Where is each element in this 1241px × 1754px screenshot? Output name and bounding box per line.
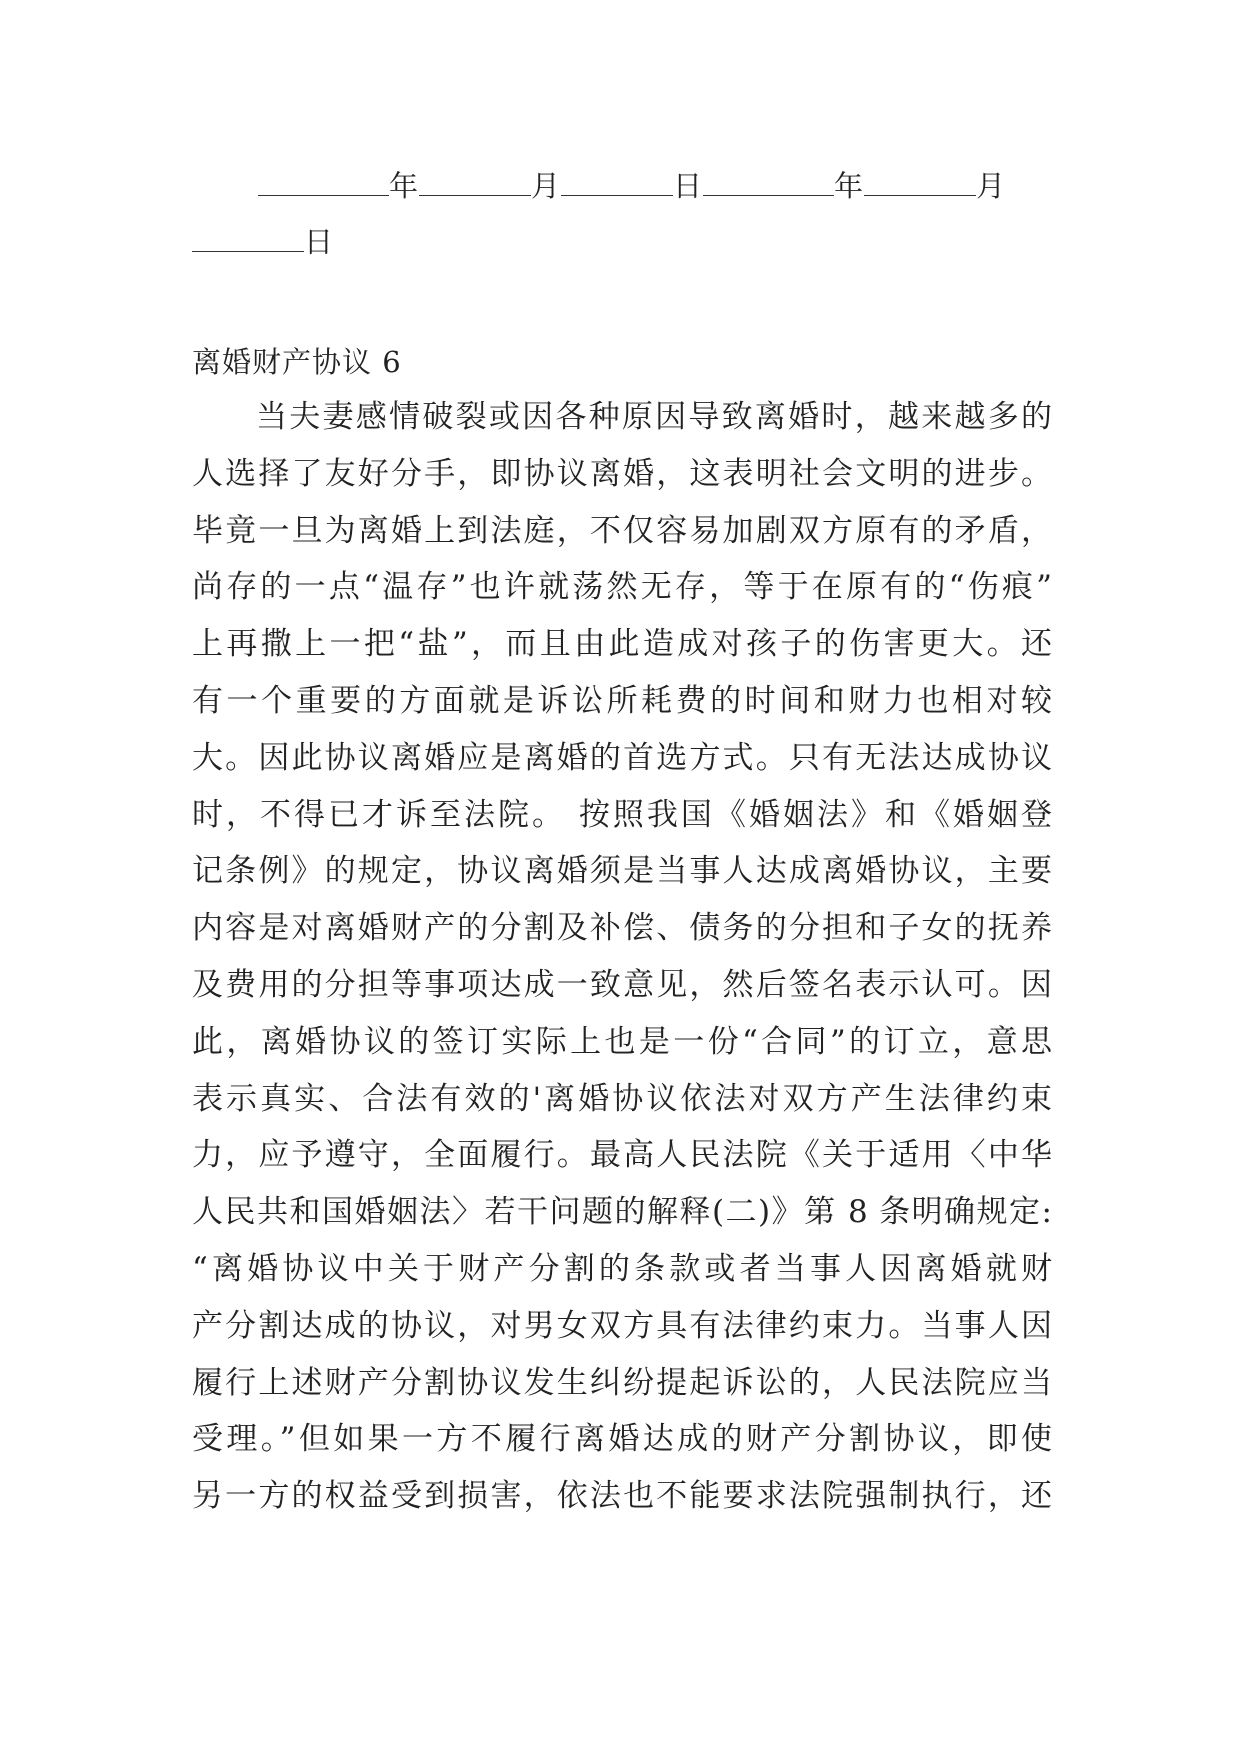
paragraph-line: 产分割达成的协议，对男女双方具有法律约束力。当事人因 <box>192 1307 1052 1344</box>
paragraph-line: 毕竟一旦为离婚上到法庭，不仅容易加剧双方原有的矛盾， <box>192 512 1052 549</box>
paragraph-line: 时，不得已才诉至法院。 按照我国《婚姻法》和《婚姻登 <box>192 796 1052 833</box>
day-label-1: 日 <box>673 169 704 203</box>
paragraph-line: 上再撒上一把“盐”，而且由此造成对孩子的伤害更大。还 <box>192 626 1052 663</box>
section-title: 离婚财产协议 6 <box>192 345 402 379</box>
month-blank-2[interactable] <box>864 173 976 196</box>
paragraph-line: 及费用的分担等事项达成一致意见，然后签名表示认可。因 <box>192 966 1052 1003</box>
paragraph-line: 表示真实、合法有效的'离婚协议依法对双方产生法律约束 <box>192 1080 1052 1117</box>
paragraph-line: “离婚协议中关于财产分割的条款或者当事人因离婚就财 <box>192 1250 1052 1287</box>
day-blank-1[interactable] <box>561 173 673 196</box>
paragraph-line: 履行上述财产分割协议发生纠纷提起诉讼的，人民法院应当 <box>192 1364 1052 1401</box>
date-fill-line-1 <box>192 155 1062 217</box>
paragraph-line: 此，离婚协议的签订实际上也是一份“合同”的订立，意思 <box>192 1023 1052 1060</box>
date-fill-line-2 <box>192 211 1062 273</box>
paragraph-line: 记条例》的规定，协议离婚须是当事人达成离婚协议，主要 <box>192 853 1052 890</box>
paragraph-line: 内容是对离婚财产的分割及补偿、债务的分担和子女的抚养 <box>192 910 1052 947</box>
day-label-2: 日 <box>304 225 335 259</box>
paragraph-line: 力，应予遵守，全面履行。最高人民法院《关于适用〈中华 <box>192 1137 1052 1174</box>
month-label-1: 月 <box>531 169 562 203</box>
paragraph-line: 人民共和国婚姻法〉若干问题的解释(二)》第 8 条明确规定: <box>192 1194 1052 1231</box>
day-blank-2[interactable] <box>192 229 304 252</box>
paragraph-line: 另一方的权益受到损害，依法也不能要求法院强制执行，还 <box>192 1478 1052 1515</box>
body-paragraph <box>192 389 1052 1525</box>
paragraph-line: 有一个重要的方面就是诉讼所耗费的时间和财力也相对较 <box>192 682 1052 719</box>
year-blank-1[interactable] <box>258 173 389 196</box>
month-blank-1[interactable] <box>419 173 531 196</box>
paragraph-line: 受理。”但如果一方不履行离婚达成的财产分割协议，即使 <box>192 1421 1052 1458</box>
paragraph-line: 人选择了友好分手，即协议离婚，这表明社会文明的进步。 <box>192 455 1052 492</box>
year-blank-2[interactable] <box>703 173 834 196</box>
paragraph-line: 尚存的一点“温存”也许就荡然无存，等于在原有的“伤痕” <box>192 569 1052 606</box>
year-label-2: 年 <box>834 169 865 203</box>
month-label-2: 月 <box>976 169 1007 203</box>
paragraph-line: 当夫妻感情破裂或因各种原因导致离婚时，越来越多的 <box>256 399 1052 435</box>
paragraph-line: 大。因此协议离婚应是离婚的首选方式。只有无法达成协议 <box>192 739 1052 776</box>
year-label-1: 年 <box>389 169 420 203</box>
